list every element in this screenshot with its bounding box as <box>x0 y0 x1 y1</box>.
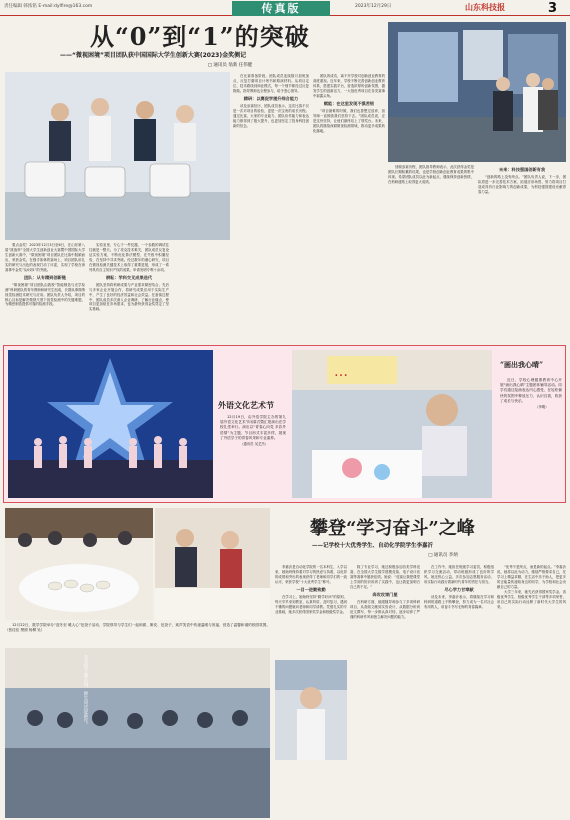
article1-col3-text-b: 谈及参赛经历，团队成员表示，这次比赛不仅是一次对项目的检验，更是一次宝贵的成长历程。通过比赛，大家的专业能力、团队协作能力和表达能力都得到了极大提升，也更加坚定了投身科技创新的信念。 <box>233 103 309 128</box>
article2-col3-text-b: 谈及未来，李嘉沂表示，将继续在学习和科研的道路上不断攀登，努力成为一名对社会有用的人，用奋斗书写无悔的青春篇章。 <box>424 594 494 609</box>
article1-col4 <box>313 74 385 342</box>
newspaper-logo: 山东科技报 <box>465 2 505 12</box>
band-left-credit: （通讯员 吴艺杰） <box>240 441 269 446</box>
article1-col4-text: 团队的成功，离不开学校对创新创业教育的高度重视。近年来，学校不断完善创新创业教育体系，搭建实践平台，营造浓厚的创新氛围，激发学生的创新活力，一大批优秀项目在各类赛事中崭露头角。 <box>313 74 385 98</box>
article2-col2-subhead: 奔攻攻课门屋 <box>372 591 398 597</box>
painting-photo <box>292 350 492 498</box>
dumpling-caption <box>5 623 270 645</box>
article1-col5-subhead: 未来：科技强国创新有我 <box>498 167 546 172</box>
article1-col1-subhead: 团队：从专精到创新链 <box>24 274 66 280</box>
svg-text:…: … <box>334 364 348 380</box>
article1-col5a <box>388 165 474 343</box>
band-right-title: “画出我心晴” <box>500 360 544 369</box>
article2-col4-text-b: 大学三年来，她先后获得国家奖学金、省级优秀学生、校级优秀学生干部等多项荣誉，用自己的实际行动诠释了新时代大学生的风采。 <box>497 590 566 609</box>
article1-col2-text: 实验室里，专心于一件仪器，一个参数的调试往往就是一整天。为了攻克技术难关，团队成员反复论证实验方案，不断优化算法模型，在失败中积累经验，在坚持中寻求突破。经过数年的潜心研究，项目在微视检测关键技术上取得了重要进展，形成了一系列具有自主知识产权的成果，申请发明专利十余项。 <box>89 243 169 272</box>
article2-col1-subhead: 一目一进勤致勤 <box>296 586 326 592</box>
article2-col2-text: 除了专业学习，她还积极参加各类学科竞赛，在全国大学生数学建模竞赛、电子设计竞赛等赛事中屡获佳绩。她说：“竞赛让我把课堂上学到的知识用到了实践中，也让我更加明白自己的不足。” <box>350 565 420 589</box>
article1-col4-subhead: 赋能：在这里发现不惧苦韧 <box>323 100 375 106</box>
article1-subhead: ——“微视困境”项目团队获中国国际大学生创新大赛(2023)金奖侧记 <box>60 52 247 59</box>
band-right-credit: （李嗅） <box>535 404 549 409</box>
poem-text: 冬至饺子暖心田，师生同庆迎新年。 <box>83 655 88 727</box>
student-photo <box>275 660 347 760</box>
article2-col1-text: 李嘉沂是自动化学院的一名本科生，入学以来，她始终保持着对学习的热爱与执着，以优异的成绩和突出的表现获得了老师和同学们的一致认可，荣获学校“十大优秀学生”称号。 <box>275 565 347 584</box>
article2-col3-text: 在工作中，她担任班级学习委员，积极组织学习交流活动，带动班级形成了良好的学风。她还热心公益，多次参加志愿服务活动，用实际行动践行着新时代青年的责任与担当。 <box>424 565 494 584</box>
classroom-photo <box>5 648 270 818</box>
editor-info: 责任编辑 韩浓铭 E-mail:dylfire@163.com <box>4 4 93 9</box>
band-right-caption-text: 近日，学校心理健康教育中心开展“画出我心晴”主题团体辅导活动。同学们通过绘画表达内心感受，在轻松愉快的氛围中释放压力、认识自我，收获了成长与快乐。 <box>500 378 562 403</box>
article2-col1-text-b: 在学习上，她始终坚持“勤学好问”的原则，每天早早来到教室，认真听讲，及时复习，遇到不懂的问题就向老师和同学请教。凭借扎实的专业基础，她多次获得国家奖学金和校级奖学金。 <box>275 594 347 614</box>
article1-col1-text: 要点金奖！2023年12月3日至6日，在山东第八届“挑战杯”全国大学生创新创业大赛暨中国国际大学生创新大赛中，“微视困境”项目团队在比赛中脱颖而出，荣获金奖。在强手如林的赛场上，项目团队用扎实的研究与出色的表现打动了评委，实现了学校在该赛事中金奖“从0到1”的突破。 <box>5 243 85 272</box>
article2-col4-text: “优秀不是终点，而是新的起点。”李嘉沂说，她将以此为动力，继续严格要求自己，在学习上精益求精，在生活中乐于助人，把更多的正能量传递给身边的同学，为学校和社会贡献自己的力量。 <box>497 565 566 589</box>
team-photo <box>5 72 230 240</box>
band-left-caption <box>220 415 286 497</box>
article2-byline: □ 通讯员 李炳 <box>428 553 458 558</box>
article1-col5b <box>478 165 566 343</box>
article2-col2-text-b: 在科研方面，她跟随导师参与了多项科研项目，从查阅文献到实验设计，从数据分析到论文撰写，每一步都认真对待，逐步培养了严谨的科研作风和独立解决问题的能力。 <box>350 599 420 619</box>
stage-photo <box>8 350 213 498</box>
article2-subhead: ——记学校十大优秀学生、自动化学院学生李嘉沂 <box>312 543 434 549</box>
article1-col3-text: 在比赛准备阶段，团队成员连续数月加班加点，反复打磨项目计划书和路演材料。从项目定位、技术路线到商业模式，每一个细节都经过反复推敲。指导教师也全程参与，给予悉心指导。 <box>233 74 309 93</box>
article1-col2-text-b: 团队坚持将科研成果与产业需求紧密结合，先后与多家企业开展合作，将研究成果应用于实际生产中，产生了良好的经济效益和社会效益。在备赛过程中，团队成员多次深入企业调研，了解行业痛点，使项目更加贴近市场需求，也为最终获得金奖奠定了坚实基础。 <box>89 282 169 312</box>
dumpling-photo-2 <box>155 508 270 620</box>
dumpling-caption-text: 12月22日，数学学院举办“迎冬至 暖人心”包饺子活动，学院领导与学生们一起和面、擀皮、包饺子，欢声笑语中传递温暖与祝福，营造了温馨和谐的校园氛围。（张佳佳 樊照 杨柳 吴） <box>5 623 270 633</box>
band-right-caption <box>500 378 562 496</box>
article1-col2-subhead: 耕耘：学科交叉成果迭代 <box>105 274 153 280</box>
article2-col3-subhead: 尽心学力甘奉献 <box>444 586 474 592</box>
article1-col2 <box>89 243 169 343</box>
article2-headline: 攀登“学习奋斗”之峰 <box>310 518 475 539</box>
band-left-caption-text: 12月19日，由外语学院主办的第九届外语文化艺术节闭幕式暨汇报演出在学校礼堂举行。演出以“青春心向党 多彩外语情”为主题，节目形式丰富多样，展现了外语学子的青春风采和专业素养。 <box>220 415 286 440</box>
lab-photo <box>388 22 566 162</box>
article1-byline: □ 通讯员 翁新 任伟健 <box>207 63 253 68</box>
article1-col5-text: 回顾参赛历程，团队指导教师表示，此次获得金奖是团队长期积累的结果，也是学校创新创业教育成果的集中体现。希望团队成员以此为新起点，继续保持创新热情，在科研道路上取得更大成绩。 <box>388 165 474 184</box>
article1-col1 <box>5 243 85 343</box>
article1-col5-text-b: “创新的路上没有终点。”团队负责人说，下一步，团队将进一步完善技术方案，拓展应用场景，努力将项目打造成具有行业影响力的创新成果，为科技强国建设贡献青春力量。 <box>478 175 566 194</box>
band-left-title: 外语文化艺术节 <box>218 400 274 410</box>
dumpling-photo <box>5 508 153 620</box>
article1-col3-subhead: 精研：以赛促学提升综合能力 <box>243 95 299 101</box>
article1-col4-text-b: “项目最难的时候，我们也曾想过放弃，但导师一直鼓励我们坚持下去。”团队成员说，正是这份坚持，让他们最终站上了领奖台。未来，团队将继续深耕微视检测领域，推动更多成果转化落地。 <box>313 108 385 133</box>
article1-col3 <box>233 74 309 342</box>
article1-col1-text-b: “微视困境”项目团队由我校“智能制造与光学检测”科研团队的青年教师和研究生组成，长期从事微纳视觉检测技术研究与应用。团队负责人介绍，项目的核心目标是解决微纳尺度下视觉检测中的关键难题，为精密制造提供可靠的检测手段。 <box>5 282 85 307</box>
article2-col4 <box>497 565 566 815</box>
article2-col3 <box>424 565 494 815</box>
article1-headline: 从“0”到“1”的突破 <box>90 22 310 51</box>
issue-date: 2023年12月29日 <box>355 4 392 9</box>
section-title: 传真版 <box>232 1 330 16</box>
article2-col2 <box>350 565 420 815</box>
page-number: 3 <box>548 1 558 16</box>
